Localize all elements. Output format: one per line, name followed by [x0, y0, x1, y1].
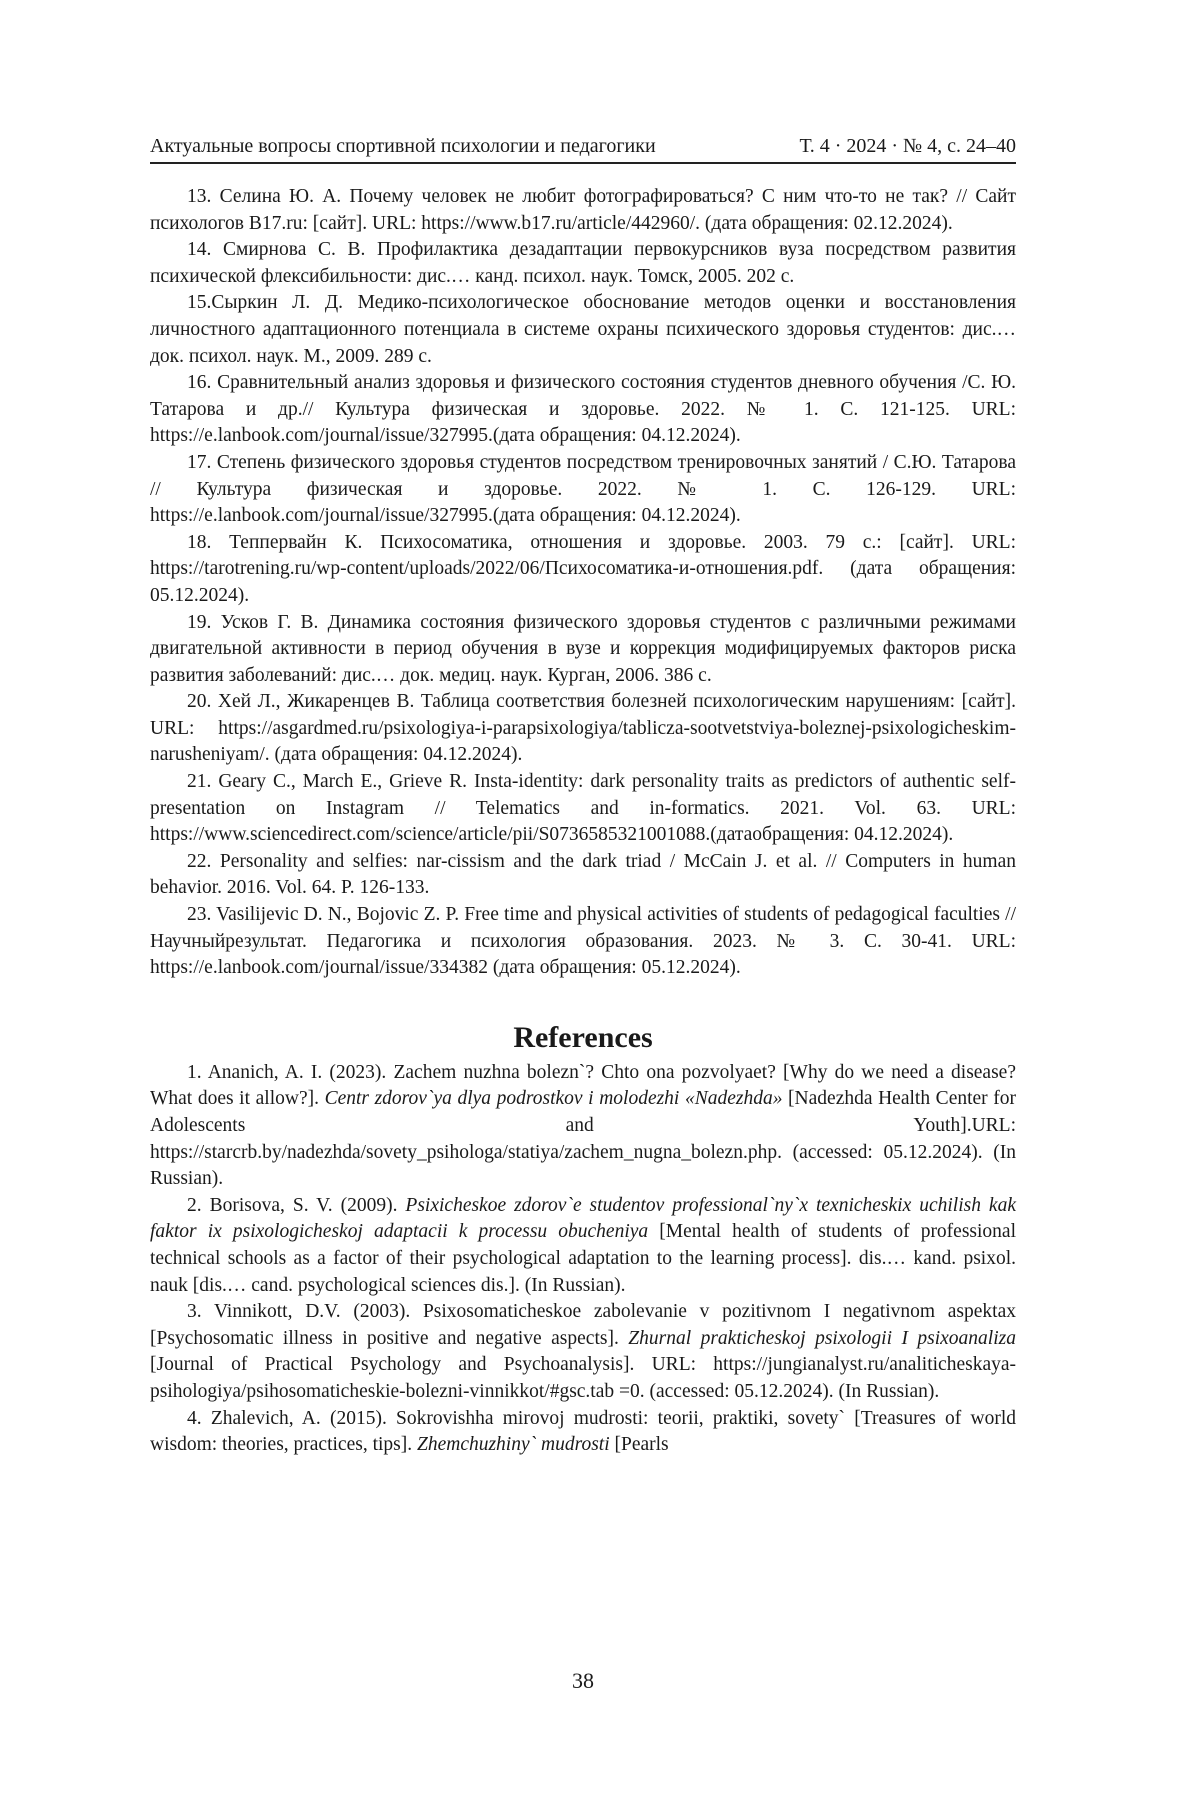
reference-source-title: Zhurnal prakticheskoj psixologii I psixoanaliza — [628, 1327, 1016, 1349]
journal-title: Актуальные вопросы спортивной психологии и педагогики — [150, 135, 656, 157]
reference-text: [Mental health of students of professional technical schools as a factor of their psychological adaptation to the learning process]. dis.… kand. psixol. nauk [dis.… cand. psychological sciences dis.]. (In Russian). — [150, 1221, 1017, 1296]
reference-item — [150, 1299, 1016, 1405]
references-heading: References — [513, 1020, 653, 1054]
reference-list — [150, 184, 1016, 1459]
reference-item: 15.Сыркин Л. Д. Медико-психологическое обоснование методов оценки и восстановления личностного адаптационного потенциала в системе охраны психического здоровья студентов: дис.… док. психол. наук. М., 2009. 289 с. — [150, 292, 1016, 367]
reference-item — [150, 1060, 1016, 1193]
reference-source-title: Centr zdorov`ya dlya podrostkov i molodezhi «Nadezhda» — [324, 1088, 783, 1110]
running-header — [150, 130, 1016, 164]
reference-text: 3. Vinnikott, D.V. (2003). Psixosomaticheskoe zabolevanie v pozitivnom I negativnom aspektax [Psychosomatic illness in positive and negative aspects]. — [150, 1301, 1016, 1349]
reference-text: [Pearls — [609, 1434, 669, 1456]
reference-item: 18. Теппервайн К. Психосоматика, отношения и здоровье. 2003. 79 с.: [сайт]. URL: https://tarotrening.ru/wp-content/uploads/2022/06/Психосоматика-и-отношения.pdf. (дата обращения: 05.12.2024). — [150, 531, 1016, 606]
reference-item: 13. Селина Ю. А. Почему человек не любит фотографироваться? С ним что-то не так? // Сайт психологов B17.ru: [сайт]. URL: https://www.b17.ru/article/442960/. (дата обращения: 02.12.2024). — [150, 186, 1016, 234]
reference-item: 23. Vasilijevic D. N., Bojovic Z. P. Free time and physical activities of students of pedagogical faculties // Научныйрезультат. Педагогика и психология образования. 2023. № 3. С. 30-41. URL: https://e.lanbook.com/journal/issue/334382 (дата обращения: 05.12.2024). — [150, 904, 1016, 979]
reference-item: 19. Усков Г. В. Динамика состояния физического здоровья студентов с различными режимами двигательной активности в период обучения в вузе и коррекция модифицируемых факторов риска развития заболеваний: дис.… док. медиц. наук. Курган, 2006. 386 с. — [150, 611, 1016, 686]
page-number: 38 — [572, 1668, 594, 1693]
reference-source-title: Zhemchuzhiny` mudrosti — [416, 1434, 610, 1456]
reference-item: 20. Хей Л., Жикаренцев В. Таблица соответствия болезней психологическим нарушениям: [сайт]. URL: https://asgardmed.ru/psixologiya-i-parapsixologiya/tablicza-sootvetstviya-boleznej-psixologicheskim-narusheniyam/. (дата обращения: 04.12.2024). — [150, 691, 1016, 766]
reference-source-title: Psixicheskoe zdorov`e studentov professional`ny`x texnicheskix uchilish kak faktor ix psixologicheskoj adaptacii k processu obucheniya — [150, 1194, 1016, 1243]
reference-item: 22. Personality and selfies: nar-cissism and the dark triad / McCain J. et al. // Computers in human behavior. 2016. Vol. 64. P. 126-133. — [150, 850, 1016, 899]
reference-text: 2. Borisova, S. V. (2009). — [187, 1194, 406, 1216]
reference-text: [Nadezhda Health Center for Adolescents and Youth].URL: https://starcrb.by/nadezhda/sovety_psihologa/statiya/zachem_nugna_bolezn.php. (accessed: 05.12.2024). (In Russian). — [150, 1088, 1017, 1190]
reference-item — [150, 1406, 1016, 1459]
reference-item: 14. Смирнова С. В. Профилактика дезадаптации первокурсников вуза посредством развития психической флексибильности: дис.… канд. психол. наук. Томск, 2005. 202 с. — [150, 239, 1016, 287]
reference-item — [150, 1193, 1016, 1299]
reference-item: 21. Geary C., March E., Grieve R. Insta-identity: dark personality traits as predictors of authentic self-presentation on Instagram // Telematics and in-formatics. 2021. Vol. 63. URL: https://www.sciencedirect.com/science/article/pii/S0736585321001088.(датаобращения: 04.12.2024). — [150, 771, 1016, 846]
issue-info: Т. 4 · 2024 · № 4, с. 24–40 — [799, 135, 1016, 157]
reference-text: [Journal of Practical Psychology and Psychoanalysis]. URL: https://jungianalyst.ru/analiticheskaya-psihologiya/psihosomaticheskie-bolezni-vinnikkot/#gsc.tab =0. (accessed: 05.12.2024). (In Russian). — [150, 1354, 1016, 1402]
reference-item: 17. Степень физического здоровья студентов посредством тренировочных занятий / С.Ю. Татарова // Культура физическая и здоровье. 2022. № 1. С. 126-129. URL: https://e.lanbook.com/journal/issue/327995.(дата обращения: 04.12.2024). — [150, 451, 1016, 527]
reference-text: 1. Ananich, A. I. (2023). Zachem nuzhna bolezn`? Chto ona pozvolyaet? [Why do we need a disease? What does it allow?]. — [150, 1061, 1016, 1110]
reference-text: 4. Zhalevich, A. (2015). Sokrovishha mirovoj mudrosti: teorii, praktiki, sovety` [Treasures of world wisdom: theories, practices, tips]. — [150, 1407, 1016, 1456]
reference-item: 16. Сравнительный анализ здоровья и физического состояния студентов дневного обучения /С. Ю. Татарова и др.// Культура физическая и здоровье. 2022. № 1. С. 121-125. URL: https://e.lanbook.com/journal/issue/327995.(дата обращения: 04.12.2024). — [150, 372, 1016, 447]
